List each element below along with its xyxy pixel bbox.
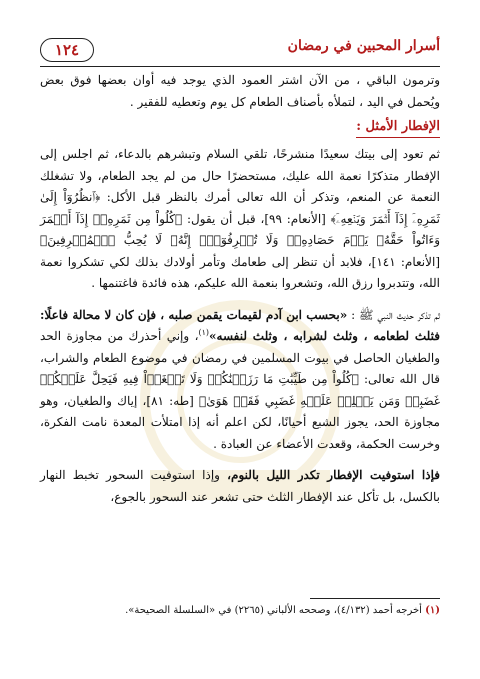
running-title: أسرار المحبين في رمضان: [287, 38, 440, 54]
header-divider: [40, 66, 440, 67]
page-number: ١٢٤: [40, 38, 94, 62]
section-title: الإفطار الأمثل :: [356, 117, 440, 138]
footnote-marker: (١): [425, 605, 440, 616]
page-header: [40, 36, 440, 64]
main-text: [40, 70, 440, 508]
paragraph-gap: [40, 295, 440, 305]
hadith-intro: ثم تذكر حديث النبي ﷺ :: [351, 307, 440, 322]
paragraph-1: وترمون الباقي ، من الآن اشتر العمود الذي يوجد فيه أوان بعضها فوق بعض ويُحمل في اليد ، لتملأه بأصناف الطعام كل يوم وتعطيه للفقير .: [40, 73, 440, 109]
footnote-divider: [310, 598, 440, 599]
section-title-wrap: [40, 113, 440, 144]
paragraph-3: [40, 305, 440, 456]
paragraph-4: [40, 465, 440, 508]
paragraph-4-rest: وإذا استوفيت السحور تخبط النهار بالكسل، بل تأكل عند الإفطار الثلث حتى تشعر عند السحور بالجوع،: [40, 468, 440, 504]
paragraph-gap: [40, 455, 440, 465]
hadith-commentary: ، وإني أحذرك من مجاوزة الحد والطغيان الحاصل في بيوت المسلمين في رمضان في موضوع الطعام والشراب، قال الله تعالى: ﴿كُلُواْ مِن طَيِّبَٰتِ مَا رَزَقۡنَٰكُمۡ وَلَا تَطۡغَوۡاْ فِيهِ فَيَحِلَّ عَلَيۡكُمۡ غَضَبِيۖ وَمَن يَحۡلِلۡ عَلَيۡهِ غَضَبِي فَقَدۡ هَوَىٰ﴾ [طه: ٨١]، إياك والطغيان، وهو مجاوزة الحد، يجوز الشبع أحيانًا، لكن اعلم أنه إذا امتلأت المعدة نامت الفكرة، وخرست الحكمة، وقعدت الأعضاء عن العبادة .: [40, 329, 440, 451]
hadith-text: «بحسب ابن آدم لقيمات يقمن صلبه ، فإن كان لا محالة فاعلًا: فثلث لطعامه ، وثلث لشرابه ، وثلث لنفسه»: [40, 307, 440, 343]
footnote: [40, 603, 440, 619]
footnote-text: أخرجه أحمد (٤/١٣٢)، وصححه الألباني (٢٢٦٥) في «السلسلة الصحيحة».: [125, 605, 422, 616]
paragraph-4-lead: فإذا استوفيت الإفطار تكدر الليل بالنوم،: [227, 468, 440, 482]
footnote-ref: (١): [198, 328, 210, 337]
paragraph-2: ثم تعود إلى بيتك سعيدًا منشرحًا، تلقي السلام وتبشرهم بالدعاء، ثم اجلس إلى الإفطار متذكرًا نعمة الله عليك، مستحضرًا حال من لم يجد الطعام، ولا تشغلك النعمة عن المنعم، وتذكر أن الله تعالى أمرك بالنظر قبل الأكل: ﴿ٱنظُرُوٓاْ إِلَىٰ ثَمَرِهِۦٓ إِذَآ أَثۡمَرَ وَيَنۡعِهِۦٓ﴾ [الأنعام: ٩٩]، قبل أن يقول: ﴿كُلُواْ مِن ثَمَرِهِۦٓ إِذَآ أَثۡمَرَ وَءَاتُواْ حَقَّهُۥ يَوۡمَ حَصَادِهِۦۖ وَلَا تُسۡرِفُوٓاْۚ إِنَّهُۥ لَا يُحِبُّ ٱلۡمُسۡرِفِينَ﴾ [الأنعام: ١٤١]، فلابد أن تنظر إلى طعامك وتأمر أولادك بذلك لكي تشكروا نعمة الله، وتتدبروا رزق الله، وتشعروا بنعمة الله عليكم، هذه فائدة فاغتنمها .: [40, 147, 440, 290]
